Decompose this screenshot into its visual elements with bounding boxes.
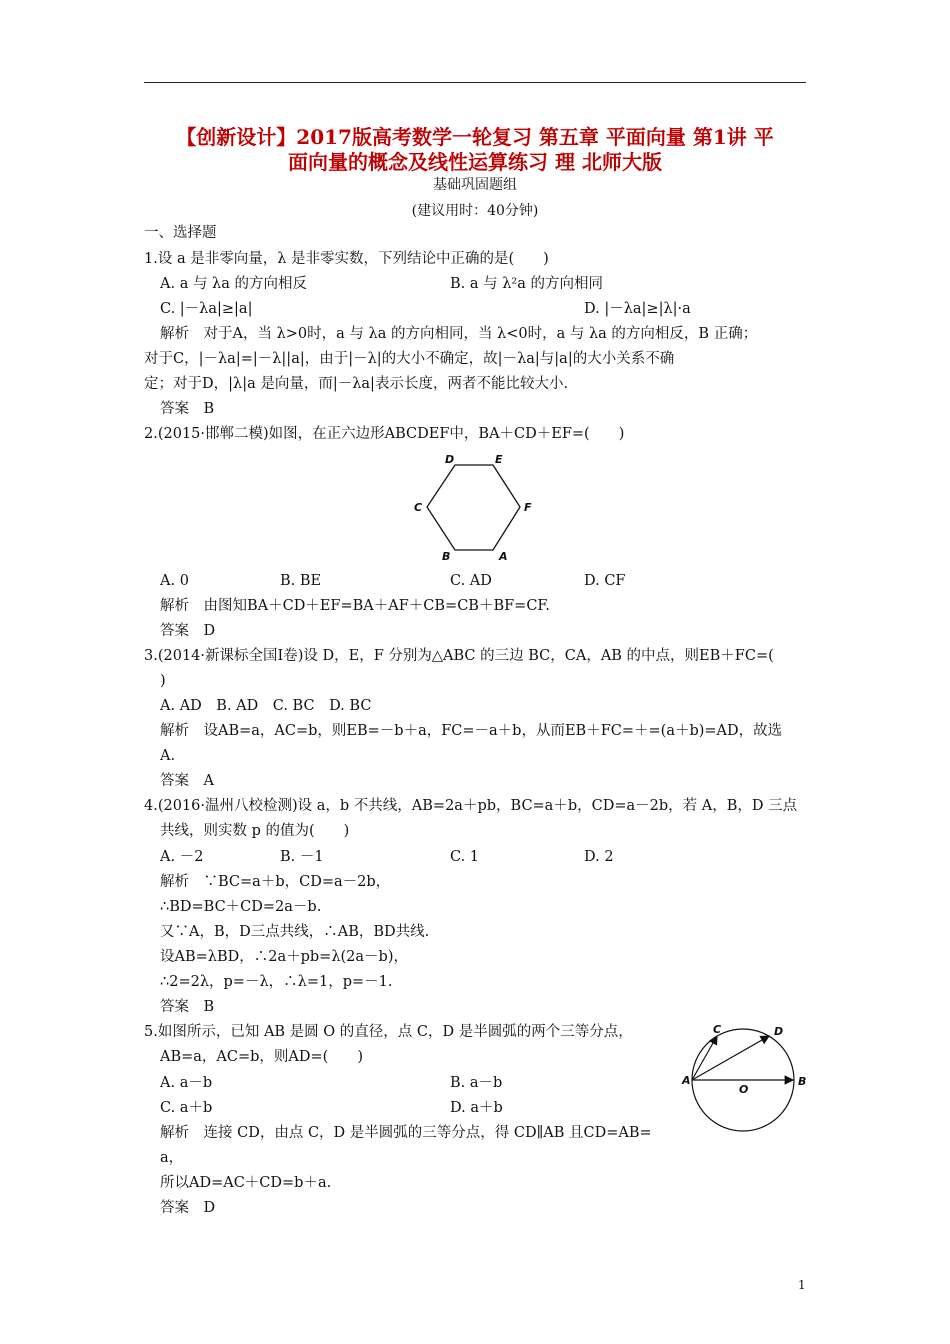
q3-analysis-1: 解析 设AB=a，AC=b，则EB=－b＋a，FC=－a＋b，从而EB＋FC=＋=(a＋b)=AD，故选 — [160, 723, 783, 739]
q3-stem-cont: ) — [160, 673, 166, 689]
q5-answer: 答案 D — [160, 1200, 216, 1216]
q5-option-b: B. a－b — [450, 1075, 503, 1091]
q4-answer: 答案 B — [160, 999, 215, 1015]
q2-option-a: A. 0 — [160, 573, 189, 589]
q4-stem: 4.(2016·温州八校检测)设 a，b 不共线，AB=2a＋pb，BC=a＋b，CD=a－2b，若 A，B，D 三点 — [144, 798, 798, 814]
q1-stem: 1.设 a 是非零向量，λ 是非零实数，下列结论中正确的是( ) — [144, 251, 549, 267]
q1-analysis-1: 解析 对于A，当 λ>0时，a 与 λa 的方向相同，当 λ<0时，a 与 λa 的方向相反，B 正确； — [160, 326, 758, 342]
q3-options: A. AD B. AD C. BC D. BC — [160, 698, 372, 714]
hex-label-a: A — [499, 550, 508, 563]
circle-label-a: A — [682, 1074, 691, 1087]
group-heading: 基础巩固题组 — [433, 177, 517, 193]
hexagon-figure — [405, 448, 545, 568]
q1-option-b: B. a 与 λ²a 的方向相同 — [450, 276, 603, 292]
q4-option-c: C. 1 — [450, 849, 480, 865]
q5-option-d: D. a＋b — [450, 1100, 503, 1116]
q2-stem: 2.(2015·邯郸二模)如图，在正六边形ABCDEF中，BA＋CD＋EF=( ) — [144, 426, 625, 442]
q1-option-d: D. |－λa|≥|λ|·a — [584, 301, 691, 317]
hex-label-e: E — [495, 453, 503, 466]
q2-option-d: D. CF — [584, 573, 626, 589]
hex-label-c: C — [414, 501, 423, 514]
title-line-2: 面向量的概念及线性运算练习 理 北师大版 — [288, 150, 662, 174]
q5-stem-cont: AB=a，AC=b，则AD=( ) — [160, 1049, 363, 1065]
hex-label-b: B — [442, 550, 451, 563]
q4-option-d: D. 2 — [584, 849, 614, 865]
q4-analysis-5: ∴2=2λ，p=－λ，∴λ=1，p=－1. — [160, 974, 393, 990]
section-heading: 一、选择题 — [144, 225, 217, 241]
q4-analysis-2: ∴BD=BC＋CD=2a－b. — [160, 899, 322, 915]
q1-answer: 答案 B — [160, 401, 215, 417]
q2-analysis: 解析 由图知BA＋CD＋EF=BA＋AF＋CB=CB＋BF=CF. — [160, 598, 550, 614]
page-title — [144, 125, 806, 175]
title-line-1: 【创新设计】2017版高考数学一轮复习 第五章 平面向量 第1讲 平 — [176, 125, 774, 149]
q4-option-b: B. －1 — [280, 849, 324, 865]
q5-analysis-1: 解析 连接 CD，由点 C，D 是半圆弧的三等分点，得 CD∥AB 且CD=AB= — [160, 1125, 652, 1141]
q5-stem: 5.如图所示，已知 AB 是圆 O 的直径，点 C，D 是半圆弧的两个三等分点， — [144, 1024, 633, 1040]
header-rule — [144, 82, 806, 83]
q5-analysis-2: a， — [160, 1150, 184, 1166]
q5-option-a: A. a－b — [160, 1075, 213, 1091]
q5-analysis-3: 所以AD=AC＋CD=b＋a. — [160, 1175, 332, 1191]
q4-analysis-1: 解析 ∵BC=a＋b，CD=a－2b， — [160, 874, 391, 890]
q4-analysis-4: 设AB=λBD，∴2a＋pb=λ(2a－b)， — [160, 949, 408, 965]
q2-option-c: C. AD — [450, 573, 492, 589]
q3-analysis-2: A. — [160, 748, 176, 764]
circle-label-b: B — [798, 1075, 807, 1088]
page-number: 1 — [798, 1278, 806, 1292]
circle-figure — [680, 1018, 815, 1158]
q1-option-c: C. |－λa|≥|a| — [160, 301, 253, 317]
q4-analysis-3: 又∵A，B，D三点共线，∴AB，BD共线. — [160, 924, 430, 940]
q4-option-a: A. －2 — [160, 849, 204, 865]
circle-label-o: O — [739, 1083, 749, 1096]
hex-label-d: D — [445, 453, 455, 466]
q2-answer: 答案 D — [160, 623, 216, 639]
q5-option-c: C. a＋b — [160, 1100, 213, 1116]
hex-label-f: F — [524, 501, 532, 514]
q1-analysis-3: 定；对于D，|λ|a 是向量，而|－λa|表示长度，两者不能比较大小. — [144, 376, 569, 392]
q2-option-b: B. BE — [280, 573, 322, 589]
q3-answer: 答案 A — [160, 773, 214, 789]
q1-analysis-2: 对于C，|－λa|=|－λ||a|，由于|－λ|的大小不确定，故|－λa|与|a|的大小关系不确 — [144, 351, 675, 367]
circle-label-d: D — [774, 1025, 784, 1038]
q3-stem: 3.(2014·新课标全国Ⅰ卷)设 D，E，F 分别为△ABC 的三边 BC，CA，AB 的中点，则EB＋FC=( — [144, 648, 774, 664]
q1-option-a: A. a 与 λa 的方向相反 — [160, 276, 307, 292]
circle-label-c: C — [713, 1023, 722, 1036]
q4-stem-cont: 共线，则实数 p 的值为( ) — [160, 823, 350, 839]
suggested-time: (建议用时：40分钟) — [411, 203, 539, 219]
